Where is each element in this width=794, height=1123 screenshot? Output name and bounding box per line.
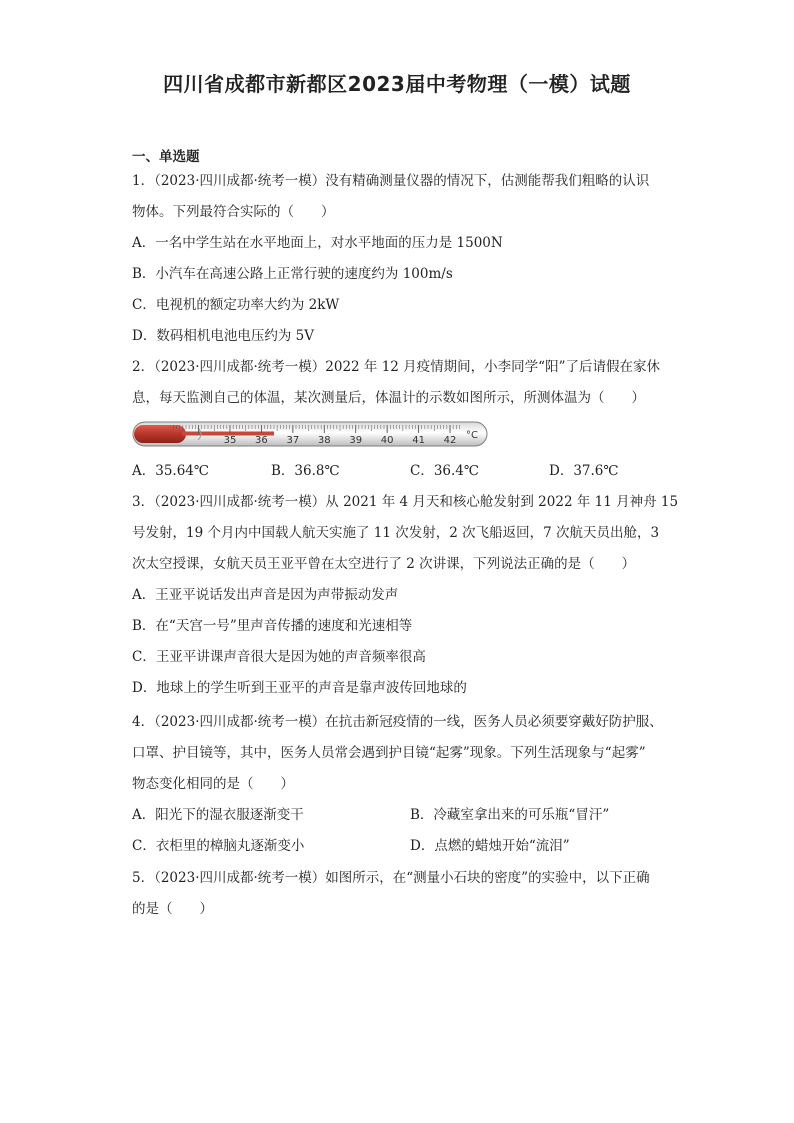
- question-1-option-a: A．一名中学生站在水平地面上，对水平地面的压力是 1500N: [132, 235, 503, 251]
- thermometer-bulb: [134, 425, 186, 443]
- question-4-option-c: C．衣柜里的樟脑丸逐渐变小: [132, 838, 305, 854]
- question-5-line-2: 的是（ ）: [132, 901, 213, 917]
- question-2-option-a: A．35.64℃: [132, 463, 209, 479]
- question-2-option-c: C．36.4℃: [410, 463, 479, 479]
- question-1-line-2: 物体。下列最符合实际的（ ）: [132, 204, 335, 220]
- thermometer-unit-label: °C: [466, 430, 478, 441]
- question-3-line-1: 3．（2023·四川成都·统考一模）从 2021 年 4 月天和核心舱发射到 2022 年 11 月神舟 15: [132, 494, 679, 510]
- question-4-line-2: 口罩、护目镜等，其中，医务人员常会遇到护目镜“起雾”现象。下列生活现象与“起雾”: [132, 745, 646, 761]
- question-4-line-1: 4．（2023·四川成都·统考一模）在抗击新冠疫情的一线，医务人员必须要穿戴好防护服、: [132, 714, 663, 730]
- page-title: 四川省成都市新都区2023届中考物理（一模）试题: [163, 72, 631, 96]
- scale-label: 42: [443, 435, 457, 446]
- question-2-option-d: D．37.6℃: [549, 463, 619, 479]
- question-4-line-3: 物态变化相同的是（ ）: [132, 776, 294, 792]
- question-4-option-d: D．点燃的蜡烛开始“流泪”: [410, 838, 570, 854]
- question-1-option-d: D．数码相机电池电压约为 5V: [132, 328, 314, 344]
- scale-label: 40: [380, 435, 394, 446]
- question-2-line-1: 2．（2023·四川成都·统考一模）2022 年 12 月疫情期间，小李同学“阳”了后请假在家休: [132, 359, 660, 375]
- question-4-option-a: A．阳光下的湿衣服逐渐变干: [132, 807, 304, 823]
- section-heading: 一、单选题: [132, 149, 200, 165]
- question-2-line-2: 息，每天监测自己的体温，某次测量后，体温计的示数如图所示，所测体温为（ ）: [132, 390, 645, 406]
- thermometer-figure: [132, 419, 488, 449]
- question-1-option-b: B．小汽车在高速公路上正常行驶的速度约为 100m/s: [132, 266, 453, 282]
- question-3-line-3: 次太空授课，女航天员王亚平曾在太空进行了 2 次讲课，下列说法正确的是（ ）: [132, 556, 636, 572]
- question-3-option-d: D．地球上的学生听到王亚平的声音是靠声波传回地球的: [132, 680, 467, 696]
- question-3-option-a: A．王亚平说话发出声音是因为声带振动发声: [132, 587, 399, 603]
- question-3-option-c: C．王亚平讲课声音很大是因为她的声音频率很高: [132, 649, 426, 665]
- question-2-option-b: B．36.8℃: [271, 463, 340, 479]
- question-3-option-b: B．在“天宫一号”里声音传播的速度和光速相等: [132, 618, 413, 634]
- question-1-option-c: C．电视机的额定功率大约为 2kW: [132, 297, 340, 313]
- scale-label: 36: [255, 435, 268, 446]
- scale-label: 38: [317, 435, 331, 446]
- scale-label: 35: [223, 435, 237, 446]
- question-1-line-1: 1．（2023·四川成都·统考一模）没有精确测量仪器的情况下，估测能帮我们粗略的认识: [132, 173, 650, 189]
- question-5-line-1: 5．（2023·四川成都·统考一模）如图所示，在“测量小石块的密度”的实验中，以下正确: [132, 870, 650, 886]
- question-4-option-b: B．冷藏室拿出来的可乐瓶“冒汗”: [410, 807, 610, 823]
- question-3-line-2: 号发射，19 个月内中国载人航天实施了 11 次发射，2 次飞船返回，7 次航天员出舱，3: [132, 525, 660, 541]
- scale-label: 39: [349, 435, 363, 446]
- scale-label: 41: [412, 435, 425, 446]
- scale-label: 37: [286, 435, 300, 446]
